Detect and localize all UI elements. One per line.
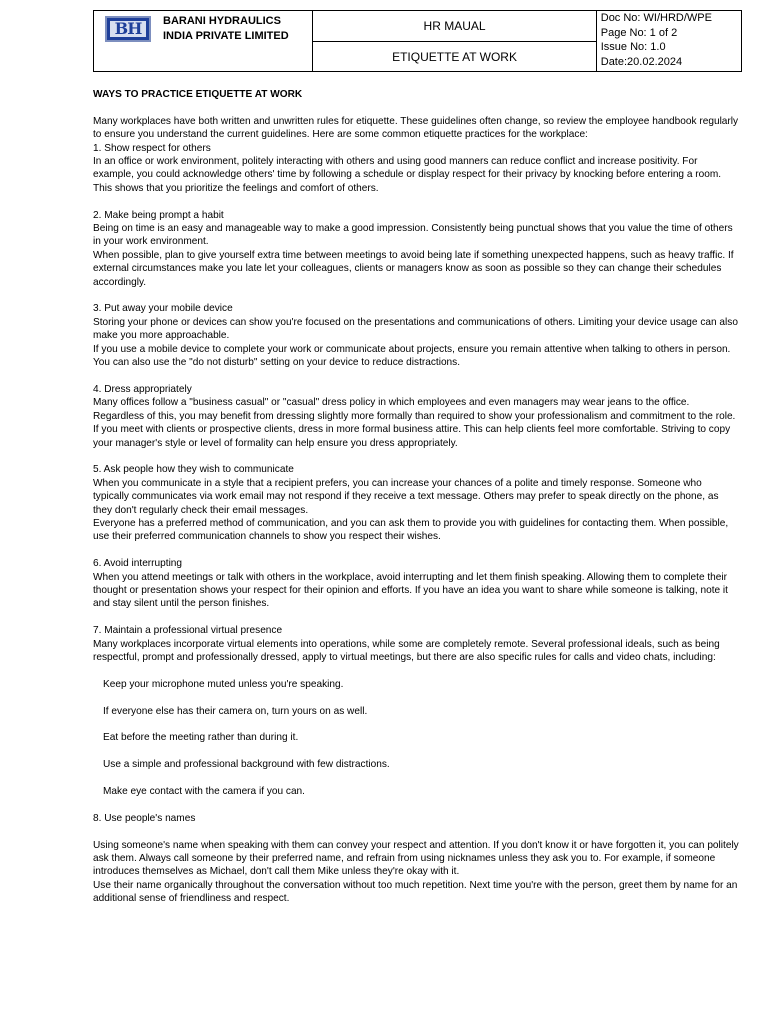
section-1-paragraph: In an office or work environment, politely interacting with others and using good manners can reduce conflict and increase positivity. For example, you could acknowledge others' time by following a schedule or display respect for their privacy by knocking before entering a room. This shows that you prioritize the feelings and comfort of others. — [93, 156, 722, 194]
manual-title: HR MAUAL — [313, 11, 596, 42]
company-cell — [94, 11, 313, 72]
section-4-paragraph-1: Many offices follow a "business casual" or "casual" dress policy in which employees and even managers may wear jeans to the office. Regardless of this, you may benefit from dressing slightly more formally than required to show your professionalism and commitment to the role. — [93, 397, 736, 422]
company-logo-text: BH — [110, 21, 146, 37]
section-2-paragraph-1: Being on time is an easy and manageable way to make a good impression. Consistently being punctual shows that you value the time of others in your work environment. — [93, 223, 733, 248]
section-3-title: 3. Put away your mobile device — [93, 303, 233, 315]
company-name-line1: BARANI HYDRAULICS — [163, 14, 281, 27]
section-4-title: 4. Dress appropriately — [93, 383, 192, 395]
section-3-paragraph-1: Storing your phone or devices can show you're focused on the presentations and communications of others. Limiting your device usage can also make you more approachable. — [93, 316, 738, 342]
section-5-paragraph-2: Everyone has a preferred method of communication, and you can ask them to provide you with guidelines for contacting them. When possible, use their preferred communication channels to show you respect their wishes. — [93, 517, 729, 543]
intro-paragraph: Many workplaces have both written and unwritten rules for etiquette. These guidelines often change, so review the employee handbook regularly to ensure you understand the current guidelines. Here are some common etiquette practices for the workplace: — [93, 115, 739, 141]
section-4-paragraph-2: If you meet with clients or prospective clients, dress in more formal business attire. This can help clients feel more comfortable. Striving to copy your manager's style or level of formality can help ensure you dress appropriately. — [93, 424, 731, 449]
list-item: Keep your microphone muted unless you're speaking. — [103, 678, 344, 690]
document-header — [93, 10, 742, 72]
doc-number: Doc No: WI/HRD/WPE — [600, 12, 712, 24]
document-subtitle: ETIQUETTE AT WORK — [313, 42, 596, 72]
section-7-title: 7. Maintain a professional virtual presence — [93, 625, 283, 637]
company-name-line2: INDIA PRIVATE LIMITED — [163, 29, 289, 42]
page-number: Page No: 1 of 2 — [600, 26, 678, 39]
document-date: Date:20.02.2024 — [600, 55, 683, 68]
section-6-title: 6. Avoid interrupting — [93, 558, 183, 570]
company-name — [163, 14, 289, 44]
main-heading: WAYS TO PRACTICE ETIQUETTE AT WORK — [93, 89, 303, 100]
section-8-paragraph-2: Use their name organically throughout the conversation without too much repetition. Next time you're with the person, greet them by name for an additional sense of friendliness and respect. — [93, 879, 738, 905]
document-info — [596, 11, 741, 72]
issue-number: Issue No: 1.0 — [600, 41, 666, 53]
section-1-title: 1. Show respect for others — [93, 142, 211, 154]
list-item: Make eye contact with the camera if you can. — [103, 785, 305, 797]
list-item: Use a simple and professional background with few distractions. — [103, 759, 390, 771]
section-8-paragraph-1: Using someone's name when speaking with them can convey your respect and attention. If you don't know it or have forgotten it, you can politely ask them. Always call someone by their preferred name, and refrain from using nicknames unless they ask you to. For example, if someone introduces themselves as Michael, don't call them Mike unless they're okay with it. — [93, 839, 739, 878]
section-3-paragraph-2: If you use a mobile device to complete your work or communicate about projects, ensure you remain attentive when talking to others in person. You can also use the "do not disturb" setting on your device to reduce distractions. — [93, 343, 731, 369]
list-item: Eat before the meeting rather than during it. — [103, 732, 299, 744]
company-logo — [105, 16, 151, 42]
section-5-title: 5. Ask people how they wish to communicate — [93, 464, 294, 476]
section-8-title: 8. Use people's names — [93, 812, 196, 824]
document-body — [93, 88, 739, 906]
list-item: If everyone else has their camera on, turn yours on as well. — [103, 705, 368, 717]
section-7-paragraph: Many workplaces incorporate virtual elements into operations, while some are completely remote. Several professional ideals, such as being respectful, prompt and professionally dressed, apply to virtual meetings, but there are also specific rules for calls and video chats, including: — [93, 638, 720, 663]
section-2-paragraph-2: When possible, plan to give yourself extra time between meetings to avoid being late if something unexpected happens, such as heavy traffic. If external circumstances make you late let your colleagues, clients or managers know as soon as possible so they can change their schedules accordingly. — [93, 249, 734, 288]
section-5-paragraph-1: When you communicate in a style that a recipient prefers, you can increase your chances of a polite and timely response. Someone who typically communicates via work email may not respond if they receive a text message. Others may prefer to speak directly on the phone, as they don't regularly check their email messages. — [93, 477, 719, 516]
section-6-paragraph: When you attend meetings or talk with others in the workplace, avoid interrupting and let them finish speaking. Allowing them to complete their thought or presentation shows your respect for their opinion and efforts. If you have an idea you want to share while someone is talking, note it and stay silent until the person finishes. — [93, 571, 728, 610]
section-2-title: 2. Make being prompt a habit — [93, 209, 224, 221]
